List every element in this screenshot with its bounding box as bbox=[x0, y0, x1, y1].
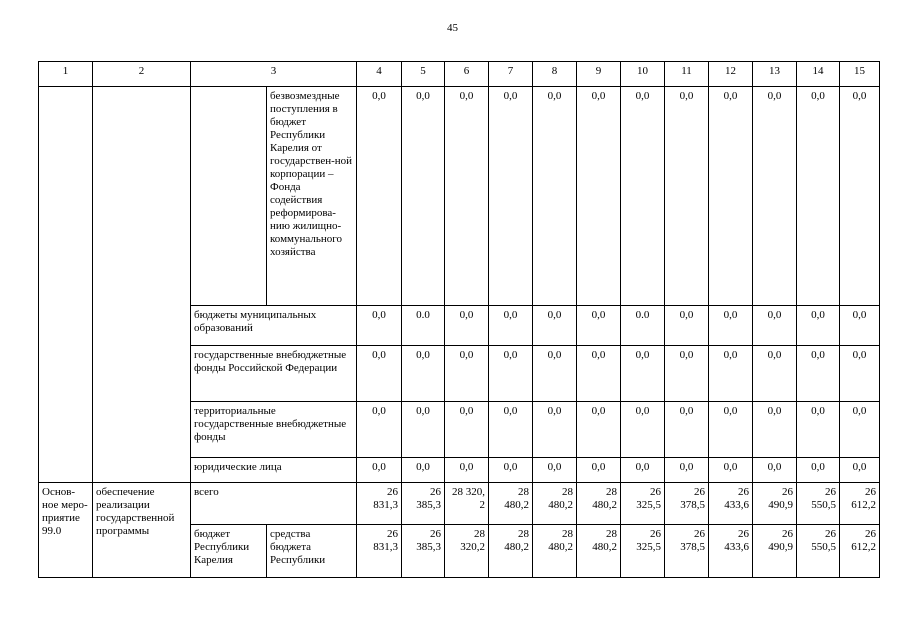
value-cell: 0,0 bbox=[533, 402, 577, 458]
value-cell: 0,0 bbox=[489, 87, 533, 306]
row-label: государственные внебюджетные фонды Российской Федерации bbox=[191, 346, 357, 402]
total-value: 26 831,3 bbox=[357, 483, 402, 525]
value-cell: 0,0 bbox=[357, 402, 402, 458]
value-cell: 0,0 bbox=[665, 346, 709, 402]
value-cell: 0,0 bbox=[840, 402, 880, 458]
value-cell: 0,0 bbox=[445, 306, 489, 346]
total-value: 28 480,2 bbox=[533, 483, 577, 525]
row-label: территориальные государственные внебюджетные фонды bbox=[191, 402, 357, 458]
value-cell: 0,0 bbox=[533, 87, 577, 306]
value-cell: 0,0 bbox=[402, 458, 445, 483]
budget-value: 28 480,2 bbox=[577, 525, 621, 578]
total-value: 26 385,3 bbox=[402, 483, 445, 525]
budget-table bbox=[38, 61, 880, 578]
value-cell: 0,0 bbox=[489, 346, 533, 402]
empty-cell bbox=[93, 87, 191, 483]
empty-cell bbox=[191, 87, 267, 306]
value-cell: 0,0 bbox=[357, 87, 402, 306]
budget-value: 26 831,3 bbox=[357, 525, 402, 578]
header-cell: 6 bbox=[445, 62, 489, 87]
value-cell: 0,0 bbox=[797, 306, 840, 346]
value-cell: 0,0 bbox=[797, 346, 840, 402]
header-cell: 13 bbox=[753, 62, 797, 87]
total-value: 26 433,6 bbox=[709, 483, 753, 525]
value-cell: 0,0 bbox=[709, 87, 753, 306]
value-cell: 0,0 bbox=[402, 402, 445, 458]
header-cell: 7 bbox=[489, 62, 533, 87]
total-value: 28 480,2 bbox=[577, 483, 621, 525]
value-cell: 0,0 bbox=[665, 458, 709, 483]
header-row bbox=[39, 62, 880, 87]
value-cell: 0,0 bbox=[665, 402, 709, 458]
total-value: 26 325,5 bbox=[621, 483, 665, 525]
value-cell: 0,0 bbox=[533, 458, 577, 483]
value-cell: 0,0 bbox=[797, 87, 840, 306]
value-cell: 0,0 bbox=[577, 402, 621, 458]
value-cell: 0,0 bbox=[753, 402, 797, 458]
value-cell: 0,0 bbox=[445, 346, 489, 402]
header-cell: 4 bbox=[357, 62, 402, 87]
value-cell: 0,0 bbox=[489, 458, 533, 483]
page-number: 45 bbox=[447, 22, 458, 34]
budget-value: 26 378,5 bbox=[665, 525, 709, 578]
value-cell: 0,0 bbox=[357, 346, 402, 402]
row-label: бюджеты муниципальных образований bbox=[191, 306, 357, 346]
value-cell: 0,0 bbox=[753, 306, 797, 346]
budget-value: 26 385,3 bbox=[402, 525, 445, 578]
main-activity-code: Основ-ное меро-приятие 99.0 bbox=[39, 483, 93, 578]
value-cell: 0,0 bbox=[445, 458, 489, 483]
header-cell: 5 bbox=[402, 62, 445, 87]
header-cell: 2 bbox=[93, 62, 191, 87]
value-cell: 0,0 bbox=[753, 458, 797, 483]
value-cell: 0,0 bbox=[402, 87, 445, 306]
value-cell: 0,0 bbox=[533, 346, 577, 402]
total-value: 26 550,5 bbox=[797, 483, 840, 525]
value-cell: 0,0 bbox=[709, 306, 753, 346]
value-cell: 0,0 bbox=[840, 306, 880, 346]
value-cell: 0,0 bbox=[489, 306, 533, 346]
value-cell: 0,0 bbox=[665, 306, 709, 346]
value-cell: 0,0 bbox=[445, 87, 489, 306]
header-cell: 8 bbox=[533, 62, 577, 87]
budget-value: 26 612,2 bbox=[840, 525, 880, 578]
value-cell: 0,0 bbox=[489, 402, 533, 458]
value-cell: 0,0 bbox=[840, 87, 880, 306]
budget-sub-label: средства бюджета Республики bbox=[267, 525, 357, 578]
total-value: 28 480,2 bbox=[489, 483, 533, 525]
value-cell: 0,0 bbox=[445, 402, 489, 458]
table-row bbox=[39, 483, 880, 525]
value-cell: 0,0 bbox=[621, 402, 665, 458]
total-value: 26 378,5 bbox=[665, 483, 709, 525]
value-cell: 0,0 bbox=[533, 306, 577, 346]
value-cell: 0,0 bbox=[577, 346, 621, 402]
budget-value: 26 433,6 bbox=[709, 525, 753, 578]
budget-value: 28 320,2 bbox=[445, 525, 489, 578]
total-value: 26 490,9 bbox=[753, 483, 797, 525]
header-cell: 15 bbox=[840, 62, 880, 87]
value-cell: 0,0 bbox=[840, 458, 880, 483]
header-cell: 3 bbox=[191, 62, 357, 87]
header-cell: 14 bbox=[797, 62, 840, 87]
value-cell: 0,0 bbox=[621, 458, 665, 483]
budget-label: бюджет Республики Карелия bbox=[191, 525, 267, 578]
budget-value: 28 480,2 bbox=[489, 525, 533, 578]
value-cell: 0,0 bbox=[577, 458, 621, 483]
empty-cell bbox=[39, 87, 93, 483]
value-cell: 0,0 bbox=[840, 346, 880, 402]
value-cell: 0.0 bbox=[402, 306, 445, 346]
value-cell: 0,0 bbox=[577, 306, 621, 346]
value-cell: 0,0 bbox=[753, 346, 797, 402]
row-label: безвозмездные поступления в бюджет Республики Карелия от государствен-ной корпорации – Фонда содействия реформирова-нию жилищно-коммунального хозяйства bbox=[267, 87, 357, 306]
value-cell: 0.0 bbox=[621, 306, 665, 346]
header-cell: 10 bbox=[621, 62, 665, 87]
main-activity-name: обеспечение реализации государственной программы bbox=[93, 483, 191, 578]
value-cell: 0,0 bbox=[709, 402, 753, 458]
budget-value: 26 490,9 bbox=[753, 525, 797, 578]
total-label: всего bbox=[191, 483, 357, 525]
header-cell: 1 bbox=[39, 62, 93, 87]
total-value: 26 612,2 bbox=[840, 483, 880, 525]
header-cell: 12 bbox=[709, 62, 753, 87]
header-cell: 9 bbox=[577, 62, 621, 87]
value-cell: 0,0 bbox=[577, 87, 621, 306]
budget-value: 28 480,2 bbox=[533, 525, 577, 578]
value-cell: 0,0 bbox=[665, 87, 709, 306]
header-cell: 11 bbox=[665, 62, 709, 87]
value-cell: 0,0 bbox=[797, 402, 840, 458]
value-cell: 0,0 bbox=[709, 458, 753, 483]
value-cell: 0,0 bbox=[797, 458, 840, 483]
row-label: юридические лица bbox=[191, 458, 357, 483]
value-cell: 0,0 bbox=[621, 87, 665, 306]
value-cell: 0,0 bbox=[709, 346, 753, 402]
value-cell: 0,0 bbox=[753, 87, 797, 306]
table-row bbox=[39, 87, 880, 306]
value-cell: 0,0 bbox=[357, 306, 402, 346]
value-cell: 0,0 bbox=[357, 458, 402, 483]
total-value: 28 320, 2 bbox=[445, 483, 489, 525]
budget-value: 26 325,5 bbox=[621, 525, 665, 578]
budget-value: 26 550,5 bbox=[797, 525, 840, 578]
value-cell: 0,0 bbox=[621, 346, 665, 402]
value-cell: 0,0 bbox=[402, 346, 445, 402]
